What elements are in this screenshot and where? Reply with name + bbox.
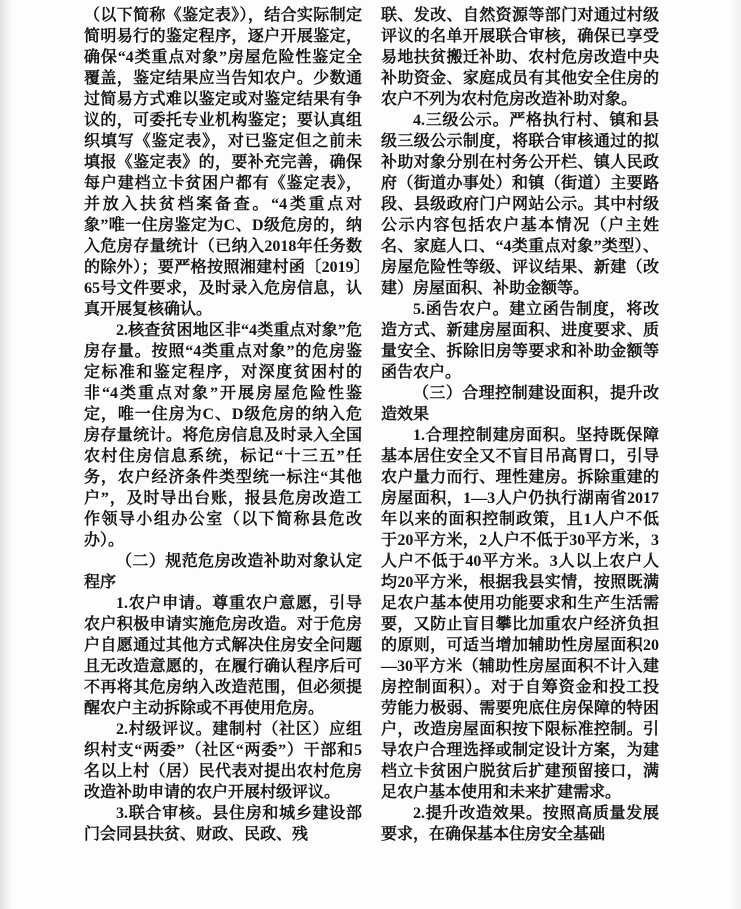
text-column-left bbox=[84, 5, 362, 909]
paragraph: 2.提升改造效果。按照高质量发展要求，在确保基本住房安全基础 bbox=[381, 805, 659, 843]
paragraph: 1.合理控制建房面积。坚持既保障基本居住安全又不盲目吊高胃口，引导农户量力而行、理性建房。拆除重建的房屋面积，1—3人户仍执行湖南省2017年以来的面积控制政策，且1人户不低于20平方米，2人户不低于30平方米，3人户不低于40平方米。3人以上农户人均20平方米，根据我县实情，按照既满足农户基本使用功能要求和生产生活需要，又防止盲目攀比加重农户经济负担的原则，可适当增加辅助性房屋面积20—30平方米（辅助性房屋面积不计入建房控制面积）。对于自筹资金和投工投劳能力极弱、需要兜底住房保障的特困户，改造房屋面积按下限标准控制。引导农户合理选择或制定设计方案，为建档立卡贫困户脱贫后扩建预留接口，满足农户基本使用和未来扩建需求。 bbox=[381, 427, 659, 801]
paragraph: 5.函告农户。建立函告制度，将改造方式、新建房屋面积、进度要求、质量安全、拆除旧房等要求和补助金额等函告农户。 bbox=[381, 301, 659, 381]
scan-edge-left bbox=[0, 0, 12, 909]
paragraph: 3.联合审核。县住房和城乡建设部门会同县扶贫、财政、民政、残 bbox=[84, 805, 362, 843]
paragraph: 4.三级公示。严格执行村、镇和县级三级公示制度，将联合审核通过的拟补助对象分别在村务公开栏、镇人民政府（街道办事处）和镇（街道）主要路段、县级政府门户网站公示。其中村级公示内容包括农户基本情况（户主姓名、家庭人口、“4类重点对象”类型）、房屋危险性等级、评议结果、新建（改建）房屋面积、补助金额等。 bbox=[381, 112, 659, 297]
paragraph: 2.村级评议。建制村（社区）应组织村支“两委”（社区“两委”）干部和5名以上村（居）民代表对提出农村危房改造补助申请的农户开展村级评议。 bbox=[84, 721, 362, 801]
paragraph-continuation: 联、发改、自然资源等部门对通过村级评议的名单开展联合审核，确保已享受易地扶贫搬迁补助、农村危房改造中央补助资金、家庭成员有其他安全住房的农户不列为农村危房改造补助对象。 bbox=[381, 7, 659, 108]
paragraph: 1.农户申请。尊重农户意愿，引导农户积极申请实施危房改造。对于危房户自愿通过其他方式解决住房安全问题且无改造意愿的，在履行确认程序后可不再将其危房纳入改造范围，但必须提醒农户主动拆除或不再使用危房。 bbox=[84, 595, 362, 717]
scan-edge-right bbox=[729, 0, 741, 909]
section-heading: （二）规范危房改造补助对象认定程序 bbox=[84, 553, 362, 591]
text-column-right bbox=[381, 5, 659, 909]
paragraph-continuation: （以下简称《鉴定表》），结合实际制定简明易行的鉴定程序，逐户开展鉴定，确保“4类重点对象”房屋危险性鉴定全覆盖，鉴定结果应当告知农户。少数通过简易方式难以鉴定或对鉴定结果有争议的，可委托专业机构鉴定；要认真组织填写《鉴定表》，对已鉴定但之前未填报《鉴定表》的，要补充完善，确保每户建档立卡贫困户都有《鉴定表》，并放入扶贫档案备查。“4类重点对象”唯一住房鉴定为C、D级危房的，纳入危房存量统计（已纳入2018年任务数的除外）；要严格按照湘建村函〔2019〕65号文件要求，及时录入危房信息，认真开展复核确认。 bbox=[84, 7, 362, 318]
section-heading: （三）合理控制建设面积，提升改造效果 bbox=[381, 385, 659, 423]
paragraph: 2.核查贫困地区非“4类重点对象”危房存量。按照“4类重点对象”的危房鉴定标准和鉴定程序，对深度贫困村的非“4类重点对象”开展房屋危险性鉴定，唯一住房为C、D级危房的纳入危房存量统计。将危房信息及时录入全国农村住房信息系统，标记“十三五”任务，农户经济条件类型统一标注“其他户”，及时导出台账，报县危房改造工作领导小组办公室（以下简称县危改办）。 bbox=[84, 322, 362, 549]
